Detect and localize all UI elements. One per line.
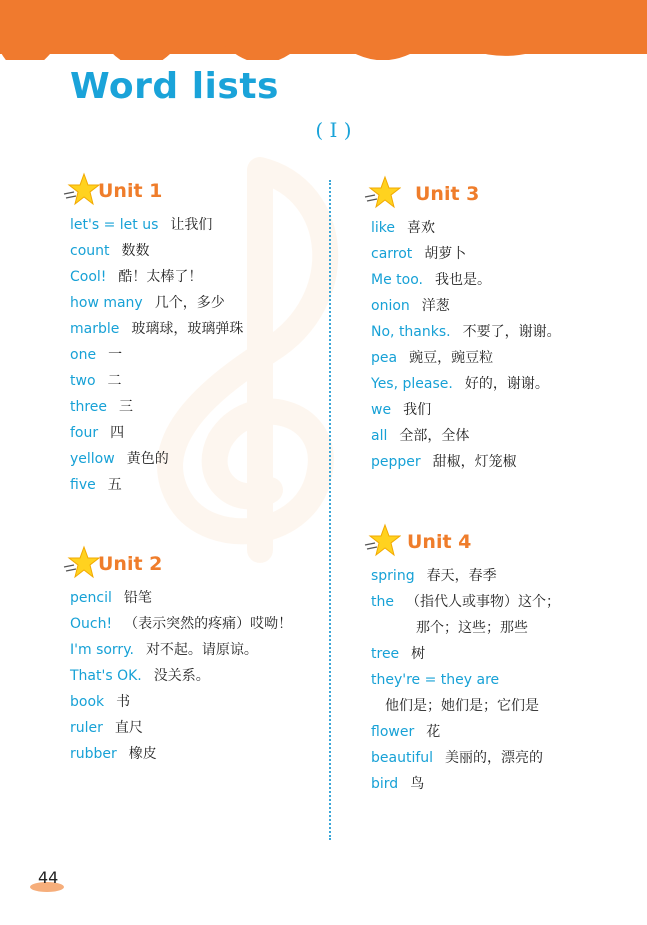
chinese-meaning: 花 xyxy=(426,724,441,740)
list-item xyxy=(371,667,560,693)
chinese-meaning: 对不起。请原谅。 xyxy=(145,642,258,658)
unit-4-section xyxy=(361,523,560,797)
chinese-meaning: 几个，多少 xyxy=(154,295,225,311)
list-item xyxy=(70,264,243,290)
chinese-meaning: 豌豆，豌豆粒 xyxy=(409,350,494,366)
star-icon xyxy=(60,545,100,581)
english-word: carrot xyxy=(371,246,413,262)
english-word: beautiful xyxy=(371,750,434,766)
english-word: book xyxy=(70,694,105,710)
list-item xyxy=(70,290,243,316)
chinese-meaning: 甜椒，灯笼椒 xyxy=(432,454,517,470)
unit-header xyxy=(361,175,561,215)
english-word: That's OK. xyxy=(70,668,142,684)
chinese-meaning: 四 xyxy=(110,425,125,441)
chinese-meaning: 好的，谢谢。 xyxy=(464,376,549,392)
english-word: like xyxy=(371,220,396,236)
english-word: pea xyxy=(371,350,398,366)
english-word: Yes, please. xyxy=(371,376,453,392)
english-word: onion xyxy=(371,298,410,314)
english-word: two xyxy=(70,373,96,389)
list-item xyxy=(70,472,243,498)
english-word: they're = they are xyxy=(371,672,500,688)
english-word: flower xyxy=(371,724,415,740)
chinese-meaning: 五 xyxy=(107,477,122,493)
list-item xyxy=(70,446,243,472)
chinese-meaning: 一 xyxy=(108,347,123,363)
list-item xyxy=(70,368,243,394)
unit-title: Unit 1 xyxy=(98,180,163,202)
unit-3-section xyxy=(361,175,561,475)
english-word: Me too. xyxy=(371,272,423,288)
english-word: Cool! xyxy=(70,269,107,285)
english-word: ruler xyxy=(70,720,103,736)
english-word: the xyxy=(371,594,394,610)
chinese-meaning: 胡萝卜 xyxy=(424,246,467,262)
list-item xyxy=(371,293,561,319)
chinese-meaning: 我们 xyxy=(403,402,432,418)
torn-edge-decoration xyxy=(0,46,647,60)
star-icon xyxy=(361,523,401,559)
english-word: count xyxy=(70,243,110,259)
list-item xyxy=(70,689,292,715)
chinese-meaning: 全部，全体 xyxy=(399,428,470,444)
english-word: let's = let us xyxy=(70,217,159,233)
english-word: bird xyxy=(371,776,399,792)
chinese-meaning: 三 xyxy=(119,399,134,415)
chinese-meaning: 不要了，谢谢。 xyxy=(462,324,561,340)
english-word: tree xyxy=(371,646,400,662)
english-word: I'm sorry. xyxy=(70,642,134,658)
list-item xyxy=(371,563,560,589)
unit-header xyxy=(60,172,243,212)
english-word: marble xyxy=(70,321,120,337)
unit-2-section xyxy=(60,545,292,767)
chinese-meaning: （指代人或事物）这个； xyxy=(405,594,560,610)
chinese-meaning: 酷！太棒了！ xyxy=(118,269,203,285)
list-item xyxy=(70,611,292,637)
list-item xyxy=(70,420,243,446)
column-divider xyxy=(329,180,331,840)
list-item xyxy=(70,394,243,420)
star-icon xyxy=(361,175,401,211)
chinese-meaning: 二 xyxy=(107,373,122,389)
section-number: ( I ) xyxy=(315,118,352,142)
chinese-meaning: 洋葱 xyxy=(421,298,450,314)
list-item xyxy=(371,241,561,267)
chinese-meaning: 直尺 xyxy=(114,720,143,736)
chinese-meaning: 那个；这些；那些 xyxy=(416,620,528,636)
chinese-meaning: 橡皮 xyxy=(128,746,157,762)
unit-title: Unit 3 xyxy=(415,183,480,205)
list-item xyxy=(70,715,292,741)
list-item xyxy=(371,771,560,797)
english-word: rubber xyxy=(70,746,117,762)
list-item xyxy=(70,212,243,238)
chinese-meaning: 黄色的 xyxy=(126,451,169,467)
english-word: No, thanks. xyxy=(371,324,451,340)
list-item xyxy=(371,449,561,475)
header-band xyxy=(0,0,647,54)
chinese-meaning: 春天，春季 xyxy=(426,568,497,584)
list-item xyxy=(70,342,243,368)
english-word: pepper xyxy=(371,454,421,470)
chinese-meaning: 他们是；她们是；它们是 xyxy=(385,698,539,714)
list-item xyxy=(70,741,292,767)
word-list xyxy=(60,585,292,767)
chinese-meaning: 铅笔 xyxy=(123,590,152,606)
english-word: all xyxy=(371,428,388,444)
chinese-meaning: 我也是。 xyxy=(434,272,491,288)
list-item xyxy=(371,423,561,449)
english-word: yellow xyxy=(70,451,115,467)
list-item xyxy=(371,319,561,345)
list-item xyxy=(70,663,292,689)
english-word: four xyxy=(70,425,99,441)
chinese-meaning: 玻璃球，玻璃弹珠 xyxy=(131,321,244,337)
unit-header xyxy=(60,545,292,585)
page-title: Word lists xyxy=(70,66,279,107)
unit-title: Unit 4 xyxy=(407,531,472,553)
english-word: we xyxy=(371,402,392,418)
list-item xyxy=(371,719,560,745)
english-word: one xyxy=(70,347,97,363)
list-item xyxy=(371,641,560,667)
chinese-meaning: 树 xyxy=(411,646,426,662)
list-item xyxy=(70,238,243,264)
english-word: how many xyxy=(70,295,143,311)
unit-header xyxy=(361,523,560,563)
list-item-continuation xyxy=(371,693,560,719)
english-word: three xyxy=(70,399,108,415)
chinese-meaning: 让我们 xyxy=(170,217,213,233)
english-word: pencil xyxy=(70,590,112,606)
list-item xyxy=(70,316,243,342)
list-item xyxy=(70,637,292,663)
list-item xyxy=(371,589,560,615)
list-item xyxy=(371,215,561,241)
word-list xyxy=(361,215,561,475)
list-item xyxy=(371,371,561,397)
unit-1-section xyxy=(60,172,243,498)
word-list xyxy=(361,563,560,797)
star-icon xyxy=(60,172,100,208)
page-number: 44 xyxy=(38,868,59,887)
chinese-meaning: 没关系。 xyxy=(153,668,210,684)
list-item xyxy=(371,745,560,771)
unit-title: Unit 2 xyxy=(98,553,163,575)
chinese-meaning: 书 xyxy=(116,694,131,710)
chinese-meaning: 美丽的，漂亮的 xyxy=(445,750,544,766)
word-list xyxy=(60,212,243,498)
chinese-meaning: （表示突然的疼痛）哎呦！ xyxy=(124,616,293,632)
english-word: spring xyxy=(371,568,415,584)
list-item-continuation xyxy=(371,615,560,641)
english-word: Ouch! xyxy=(70,616,113,632)
english-word: five xyxy=(70,477,96,493)
list-item xyxy=(371,345,561,371)
list-item xyxy=(371,267,561,293)
list-item xyxy=(70,585,292,611)
list-item xyxy=(371,397,561,423)
chinese-meaning: 数数 xyxy=(121,243,150,259)
chinese-meaning: 鸟 xyxy=(410,776,425,792)
chinese-meaning: 喜欢 xyxy=(407,220,436,236)
